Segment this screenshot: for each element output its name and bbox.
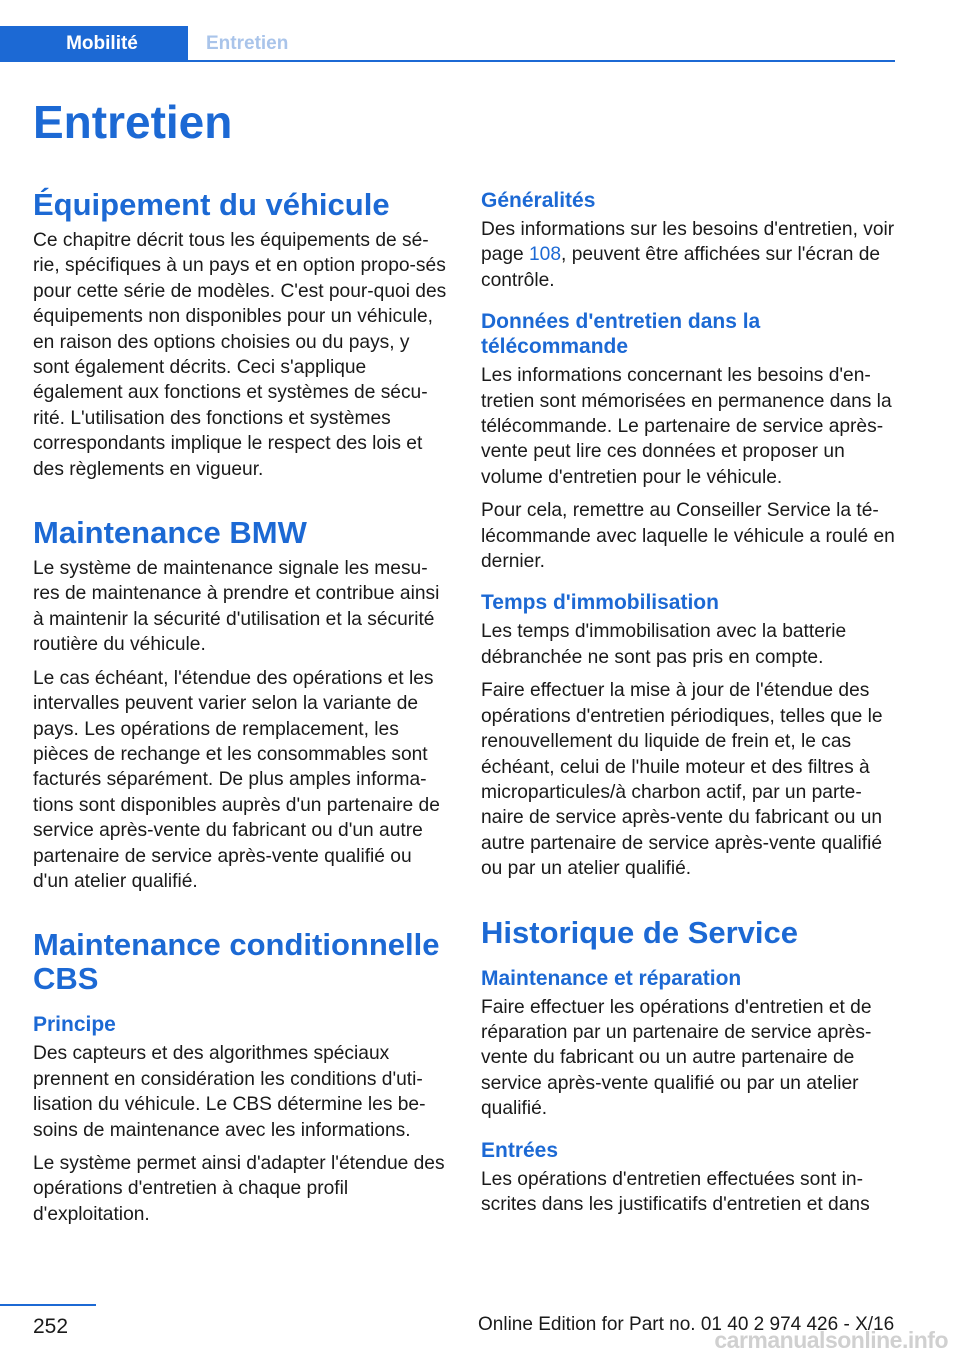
subsection-title-telecommande: Données d'entretien dans la télécommande [481,310,761,359]
right-column [481,188,897,1217]
paragraph: Le système permet ainsi d'adapter l'étendue des opérations d'entretien à chaque profil d'exploitation. [33,1152,445,1225]
section-title-maintenance-bmw: Maintenance BMW [33,515,307,551]
paragraph: Les temps d'immobilisation avec la batterie débranchée ne sont pas pris en compte. [481,621,847,668]
paragraph: Les informations concernant les besoins d'en‐tretien sont mémorisées en permanence dans la télécommande. Le partenaire de service après-vente peut lire ces données et proposer un volume d'entretien pour le véhicule. [481,365,892,488]
section-title-equipement: Équipement du véhicule [33,187,390,222]
header-divider [0,60,895,62]
watermark: carmanualsonline.info [714,1327,948,1353]
page-title: Entretien [33,96,233,148]
left-column [33,188,450,1227]
text: Des informations sur les besoins d'entretien, voir page [481,219,895,266]
subsection-title-entrees: Entrées [481,1138,559,1162]
edition-note: Online Edition for Part no. 01 40 2 974 426 - X/16 [478,1314,895,1335]
paragraph [481,217,897,293]
header-tabs [0,26,306,62]
tab-entretien[interactable]: Entretien [188,26,306,62]
paragraph: Faire effectuer la mise à jour de l'étendue des opérations d'entretien périodiques, telles que le renouvellement du liquide de frein et, le cas échéant, celui de l'huile moteur et des filtres à microparticules/à charbon actif, par un parte‐naire de service après-vente du fabricant ou un autre partenaire de service après-vente qualifié ou par un atelier qualifié. [481,680,883,880]
text: , peuvent être affichées sur l'écran de contrôle. [481,244,881,291]
subsection-title-immobilisation: Temps d'immobilisation [481,591,719,615]
page-link[interactable]: 108 [529,244,562,266]
footer-divider [0,1304,96,1306]
section-title-historique: Historique de Service [481,914,799,950]
paragraph: Le cas échéant, l'étendue des opérations et les intervalles peuvent varier selon la variante de pays. Les opérations de remplacement, les pièces de rechange et les consommables sont facturés séparément. De plus amples informa‐tions sont disponibles auprès d'un partenaire de service après-vente du fabricant ou d'un autre partenaire de service après-vente qualifié ou d'un atelier qualifié. [33,667,440,892]
paragraph: Les opérations d'entretien effectuées sont in‐scrites dans les justificatifs d'entretien et dans [481,1168,870,1215]
paragraph: Faire effectuer les opérations d'entretien et de réparation par un partenaire de service après-vente du fabricant ou un autre partenaire de service après-vente qualifié ou par un atelier qualifié. [481,996,872,1120]
subsection-title-generalites: Généralités [481,189,596,212]
tab-mobilite[interactable]: Mobilité [0,26,188,62]
section-title-cbs: Maintenance conditionnelle CBS [33,927,440,997]
subsection-title-principe: Principe [33,1013,116,1037]
paragraph: Ce chapitre décrit tous les équipements de sé‐rie, spécifiques à un pays et en option propo‐sés pour cette série de modèles. C'est pour‐quoi des équipements non disponibles pour un véhicule, en raison des options choisies ou du pays, y sont également décrits. Ceci s'applique également aux fonctions et systèmes de sécu‐rité. L'utilisation des fonctions et systèmes correspondants implique le respect des lois et des règlements en vigueur. [33,230,447,480]
paragraph: Des capteurs et des algorithmes spéciaux prennent en considération les conditions d'uti‐lisation du véhicule. Le CBS détermine les be‐soins de maintenance avec les informations. [33,1043,426,1141]
paragraph: Le système de maintenance signale les mesu‐res de maintenance à prendre et contribue ainsi à maintenir la sécurité d'utilisation et la sécurité routière du véhicule. [33,558,440,656]
paragraph: Pour cela, remettre au Conseiller Service la té‐lécommande avec laquelle le véhicule a roulé en dernier. [481,500,895,573]
subsection-title-maintenance-reparation: Maintenance et réparation [481,966,742,990]
page-number: 252 [33,1315,69,1338]
